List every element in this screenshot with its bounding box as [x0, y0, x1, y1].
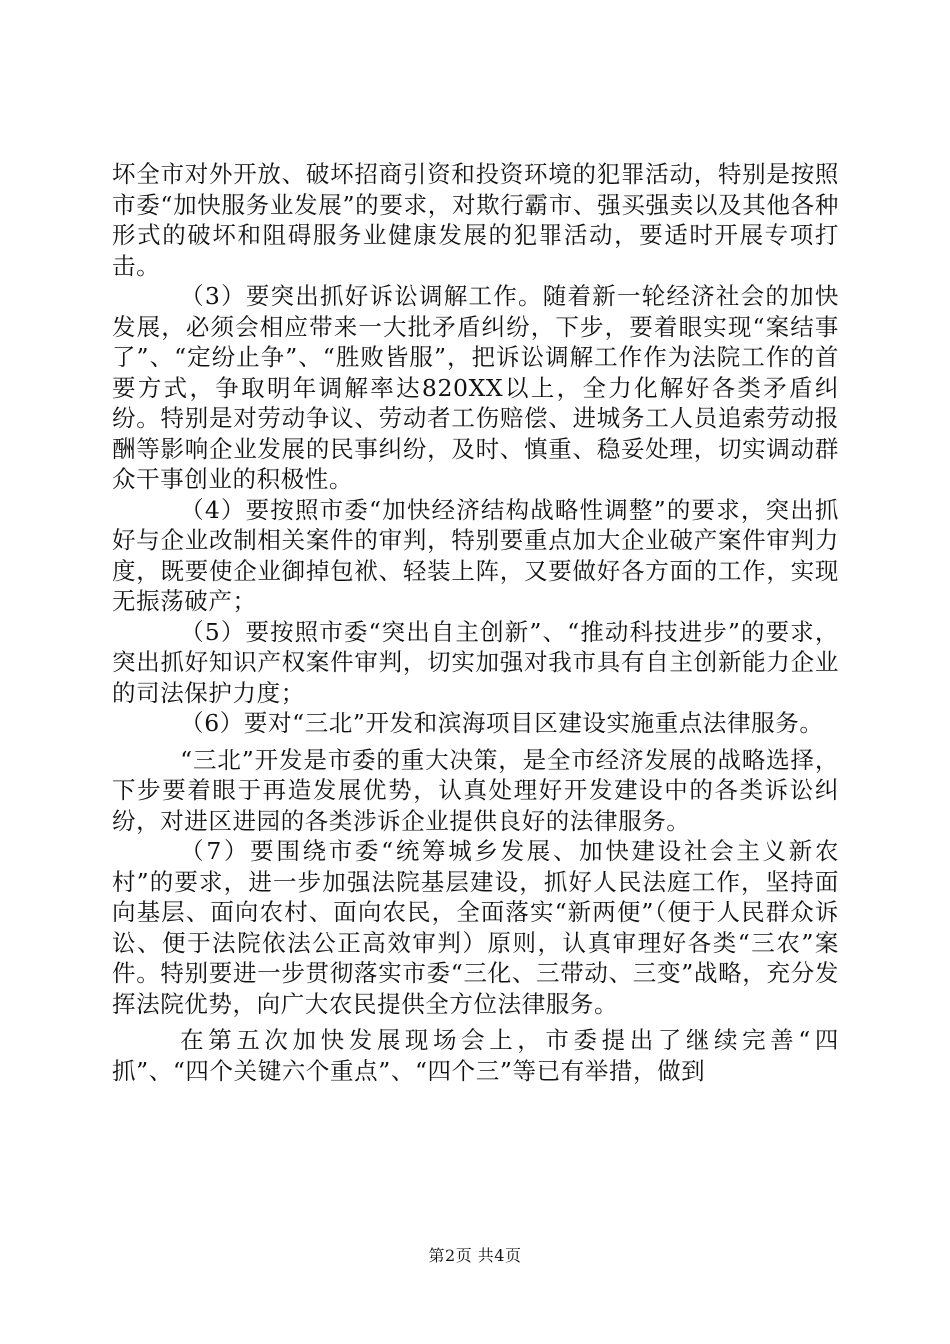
paragraph-item-6: （6）要对“三北”开发和滨海项目区建设实施重点法律服务。 [180, 709, 824, 737]
paragraph-continuation: 坏全市对外开放、破坏招商引资和投资环境的犯罪活动，特别是按照市委“加快服务业发展”的要求，对欺行霸市、强买强卖以及其他各种形式的破坏和阻碍服务业健康发展的犯罪活动，要适时开展专项打击。 [112, 160, 839, 280]
paragraph-item-7: （7）要围绕市委“统筹城乡发展、加快建设社会主义新农村”的要求，进一步加强法院基层建设，抓好人民法庭工作，坚持面向基层、面向农村、面向农民，全面落实“新两便”（便于人民群众诉讼、便于法院依法公正高效审判）原则，认真审理好各类“三农”案件。特别要进一步贯彻落实市委“三化、三带动、三变”战略，充分发挥法院优势，向广大农民提供全方位法律服务。 [112, 837, 839, 1018]
paragraph-item-3: （3）要突出抓好诉讼调解工作。随着新一轮经济社会的加快发展，必须会相应带来一大批矛盾纠纷，下步，要着眼实现“案结事了”、“定纷止争”、“胜败皆服”，把诉讼调解工作作为法院工作的首要方式，争取明年调解率达820XX以上，全力化解好各类矛盾纠纷。特别是对劳动争议、劳动者工伤赔偿、进城务工人员追索劳动报酬等影响企业发展的民事纠纷，及时、慎重、稳妥处理，切实调动群众干事创业的积极性。 [112, 282, 839, 493]
paragraph-fifth-meeting: 在第五次加快发展现场会上，市委提出了继续完善“四抓”、“四个关键六个重点”、“四个三”等已有举措，做到 [112, 1026, 839, 1085]
paragraph-item-4: （4）要按照市委“加快经济结构战略性调整”的要求，突出抓好与企业改制相关案件的审判，特别要重点加大企业破产案件审判力度，既要使企业御掉包袱、轻装上阵，又要做好各方面的工作，实现无振荡破产； [112, 495, 839, 615]
document-body [112, 159, 839, 1086]
paragraph-sanbei: “三北”开发是市委的重大决策，是全市经济发展的战略选择，下步要着眼于再造发展优势，认真处理好开发建设中的各类诉讼纠纷，对进区进园的各类涉诉企业提供良好的法律服务。 [112, 745, 839, 835]
paragraph-item-5: （5）要按照市委“突出自主创新”、“推动科技进步”的要求，突出抓好知识产权案件审判，切实加强对我市具有自主创新能力企业的司法保护力度； [112, 617, 839, 707]
page-number-footer: 第2页 共4页 [428, 1246, 522, 1265]
